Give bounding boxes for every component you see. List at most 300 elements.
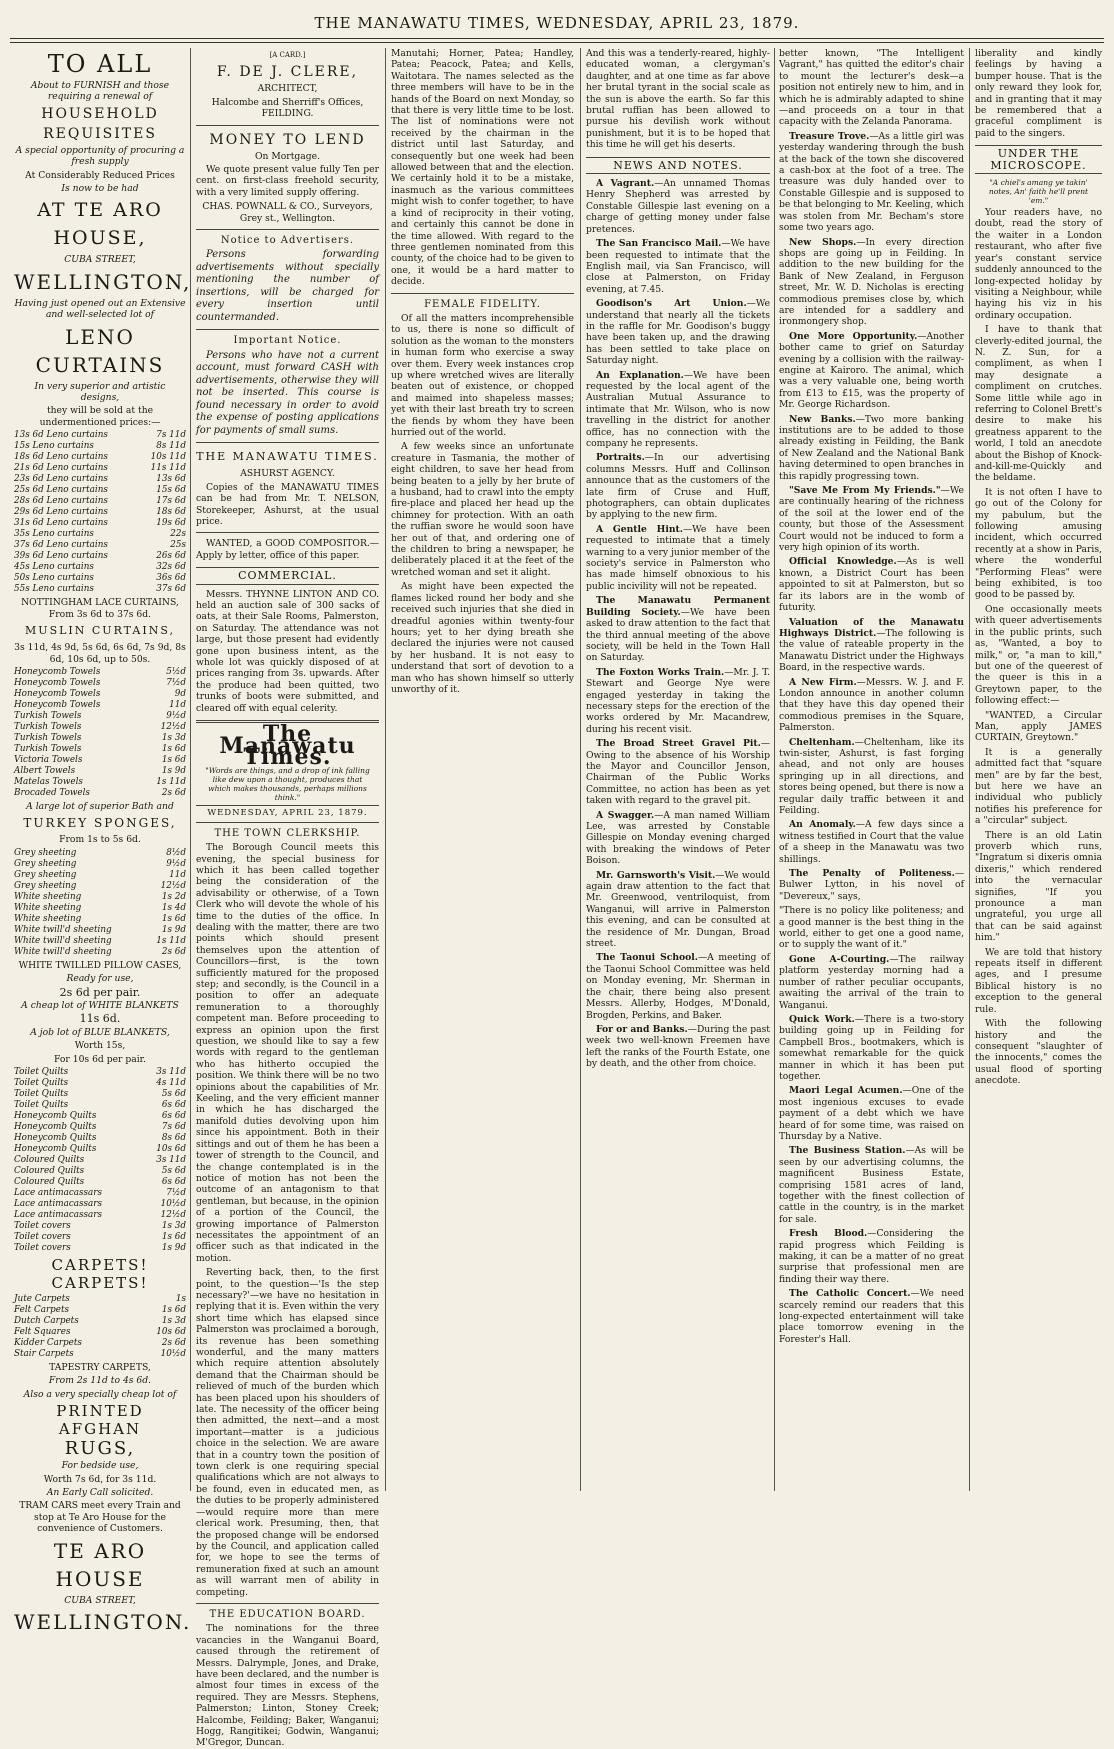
news-item — [586, 178, 770, 235]
price-row — [14, 1349, 186, 1360]
news-item-text: —During the past week two well-known Freemen have left the ranks of the Fourth Estate, one by death, and the other from choice. — [586, 1023, 771, 1070]
news-item-lead: New Shops. — [789, 236, 857, 248]
price-row — [14, 881, 186, 892]
price-row — [14, 689, 186, 700]
price-item: Albert Towels — [14, 765, 76, 776]
news-item — [779, 617, 964, 674]
price-value: 19s 6d — [156, 518, 186, 529]
price-item: 13s 6d Leno curtains — [14, 430, 108, 441]
news-item — [779, 1085, 964, 1142]
price-row — [14, 529, 186, 540]
column-2 — [196, 48, 379, 1749]
news-item-text: —Another bother came to grief on Saturday evening by a collision with the railway-engine at Kairoro. The animal, which was a very valuable one, being worth from £13 to £15, was the property of Mr. George Richardson. — [779, 330, 964, 411]
price-value: 1s 6d — [161, 754, 186, 765]
news-item-lead: One More Opportunity. — [789, 330, 918, 342]
news-item — [779, 131, 964, 234]
microscope-paragraph: One occasionally meets with queer advertisements in the public prints, such as, "Wanted, a boy to milk," or, "a man to kill," but one of the queerest of the queer is this in a Greytown paper, to the following effect:— — [975, 603, 1102, 707]
news-item-lead: The Catholic Concert. — [789, 1288, 911, 1300]
price-item: Toilet covers — [14, 1242, 71, 1253]
price-row — [14, 496, 186, 507]
ad-special: A special opportunity of procuring a fresh supply — [15, 144, 185, 168]
price-row — [14, 848, 186, 859]
price-item: Toilet Quilts — [14, 1088, 69, 1099]
news-item — [779, 905, 964, 951]
news-item-text: —Messrs. W. J. and F. London announce in another column that they have this day opened their commodious premises in the Square, Palmerston. — [779, 676, 964, 734]
price-item: Honeycomb Towels — [14, 666, 101, 677]
price-item: Honeycomb Towels — [14, 688, 101, 699]
news-item — [586, 452, 770, 520]
separator — [196, 329, 379, 330]
price-row — [14, 573, 186, 584]
news-item-lead: The Business Station. — [789, 1145, 906, 1157]
price-row — [14, 914, 186, 925]
price-row — [14, 1199, 186, 1210]
price-value: 1s 3d — [161, 1220, 186, 1231]
education-text: The nominations for the three vacancies in the Wanganui Board, caused through the retirement of Messrs. Dalrymple, Jones, and Drake, have been declared, and the number is almost four times in excess of the required. They are Messrs. Stephens, Palmerston; Linton, Stoney Creek; Halcombe, Feilding; Baker, Wanganui; Hogg, Rangitikei; Godwin, Wanganui; M'Gregor, Duncan. — [196, 1623, 379, 1749]
news-item-lead: Valuation of the Manawatu Highways District. — [779, 616, 964, 639]
ad-also: Also a very specially cheap lot of — [23, 1388, 177, 1400]
news-heading: NEWS AND NOTES. — [586, 157, 770, 174]
agency-name: ASHURST AGENCY. — [240, 468, 335, 480]
price-value: 1s 9d — [161, 924, 186, 935]
important-notice-text: Persons who have not a current account, must forward CASH with advertisements, otherwise they will not be inserted. This course is found necessary in order to avoid the expense of posting applications for payments of small sums. — [196, 349, 379, 436]
price-row — [14, 584, 186, 595]
column-4 — [586, 48, 770, 1493]
education-continued: Manutahi; Horner, Patea; Handley, Patea; Peacock, Patea; and Kells, Waitotara. The names selected as the three members will have to be in the hands of the Board on next Monday, so that there is very little time to be lost. The list of nominations were not received by the chairman in the district until last Saturday, and consequently but one week had been allowed between that and the election. We certainly hold it to be a mistake, inasmuch as the various committees might wish to confer together, to have a kind of reciprocity in their voting, and certainly this cannot be done in the time allowed. With regard to the three gentlemen nominated from this county, of the choice had to be given to one, it would be a hard matter to decide. — [391, 48, 574, 288]
news-item — [779, 737, 964, 817]
masthead-rule-2 — [10, 42, 1104, 43]
news-list — [586, 178, 770, 1069]
ad-turkey: TURKEY SPONGES, — [23, 816, 177, 831]
commercial-heading: COMMERCIAL. — [196, 567, 379, 584]
price-item: Turkish Towels — [14, 721, 82, 732]
price-value: 7½d — [166, 677, 186, 688]
news-item-lead: A Swagger. — [596, 809, 655, 821]
microscope-paragraph: "WANTED, a Circular Man, apply JAMES CURTAIN, Greytown." — [975, 709, 1102, 744]
price-value: 5s 6d — [161, 1088, 186, 1099]
price-item: Turkish Towels — [14, 743, 82, 754]
ad-tapestry: TAPESTRY CARPETS, — [49, 1361, 151, 1373]
price-value: 3s 11d — [156, 1154, 186, 1165]
price-value: 3s 11d — [156, 1066, 186, 1077]
ad-printed: PRINTED AFGHAN — [56, 1402, 144, 1439]
price-row — [14, 1144, 186, 1155]
news-item-lead: The San Francisco Mail. — [596, 238, 722, 250]
news-item-text: —The railway platform yesterday morning had a number of rather peculiar occupants, awaiting the arrival of the train to Wanganui. — [779, 953, 965, 1011]
ad-rugs: RUGS, — [64, 1438, 136, 1460]
te-aro-house-advertisement — [14, 48, 192, 1635]
price-value: 25s — [170, 540, 186, 551]
news-item-lead: An Anomaly. — [789, 819, 856, 831]
price-row — [14, 678, 186, 689]
price-value: 2s 6d — [161, 1337, 186, 1348]
price-value: 1s 9d — [161, 1242, 186, 1253]
price-row — [14, 711, 186, 722]
microscope-paragraph: Your readers have, no doubt, read the story of the waiter in a London restaurant, who after five year's constant service suddenly announced to the long-expected holiday by visiting a Neighbour, while haying his viz in his ordinary occupation. — [975, 207, 1102, 321]
ad-rugs-worth: Worth 7s 6d, for 3s 11d. — [43, 1473, 157, 1485]
news-item — [586, 738, 770, 806]
ad-now-had: Is now to be had — [61, 183, 139, 195]
price-value: 6s 6d — [161, 1099, 186, 1110]
price-value: 1s 11d — [156, 776, 186, 787]
news-item-text: —A man named William Lee, was arrested by Constable Gillespie on Monday evening charged with breaking the windows of Peter Boison. — [586, 809, 770, 867]
price-value: 10s 11d — [150, 452, 186, 463]
news-item-lead: For or and Banks. — [596, 1023, 688, 1035]
price-value: 26s 6d — [156, 551, 186, 562]
news-item-text: —A few days since a witness testified in Court that the value of a sheep in the Manawatu was two shillings. — [779, 819, 964, 865]
news-item-lead: A New Firm. — [789, 676, 857, 688]
news-item-text: —An unnamed Thomas Henry Shepherd was arrested by Constable Gillespie last evening on a charge of getting money under false pretences. — [586, 178, 771, 235]
news-item-lead: Quick Work. — [789, 1013, 855, 1025]
price-item: Lace antimacassars — [14, 1209, 103, 1220]
price-item: Jute Carpets — [14, 1293, 70, 1304]
price-value: 5s 6d — [161, 1165, 186, 1176]
ad-tram: TRAM CARS meet every Train and stop at Te Aro House for the convenience of Customers. — [19, 1500, 181, 1535]
price-item: Kidder Carpets — [14, 1337, 82, 1348]
price-value: 12½d — [160, 721, 186, 732]
price-item: 50s Leno curtains — [14, 573, 94, 584]
price-value: 1s 6d — [161, 913, 186, 924]
news-item — [779, 954, 964, 1011]
ad-street-2: CUBA STREET, — [64, 1594, 136, 1606]
news-item — [586, 595, 770, 663]
news-item — [779, 485, 964, 553]
price-value: 32s 6d — [156, 562, 186, 573]
news-item-text: —As is well known, a District Court has been appointed to sit at Palmerston, but so far its labors are in the womb of futurity. — [779, 556, 964, 614]
microscope-paragraph: There is an old Latin proverb which runs, "Ingratum si dixeris omnia dixeris," which rendered into the vernacular signifies, "If you pronounce a man ungrateful, you urge all that can be said against him." — [975, 829, 1102, 944]
price-value: 1s 3d — [161, 1315, 186, 1326]
price-row — [14, 859, 186, 870]
price-item: Lace antimacassars — [14, 1198, 103, 1209]
price-value: 7s 6d — [161, 1121, 186, 1132]
news-item-lead: The Broad Street Gravel Pit. — [596, 738, 761, 750]
agency-title: THE MANAWATU TIMES. — [196, 450, 379, 464]
price-row — [14, 1316, 186, 1327]
news-list — [779, 48, 964, 902]
news-item — [586, 810, 770, 867]
ad-blankets: A cheap lot of WHITE BLANKETS — [21, 999, 179, 1011]
price-item: White twill'd sheeting — [14, 935, 112, 946]
towel-price-list — [14, 667, 186, 799]
column-divider — [190, 48, 191, 1491]
price-item: Grey sheeting — [14, 847, 77, 858]
ad-pillow: WHITE TWILLED PILLOW CASES, — [18, 959, 182, 971]
news-item-text: —We would again draw attention to the fact that Mr. Greenwood, ventriloquist, from Wanganui, will arrive in Palmerston this evening, and can be consulted at the residence of Mr. Dungan, Broad street. — [586, 869, 770, 950]
fidelity-paragraph: Of all the matters incomprehensible to us, there is none so difficult of solution as the woman to the monsters in human form who exercise a sway over them. Every week instances crop up where wretched wives are literally beaten out of existence, or chopped and maimed into shapeless masses; yet with their last breath try to screen the fiends by whom they have been hurried out of the world. — [391, 312, 574, 438]
masthead: THE MANAWATU TIMES, WEDNESDAY, APRIL 23, 1879. — [314, 14, 800, 32]
price-item: 18s 6d Leno curtains — [14, 452, 108, 463]
price-item: 45s Leno curtains — [14, 562, 94, 573]
price-row — [14, 1100, 186, 1111]
ad-intro: About to FURNISH and those requiring a renewal of — [30, 80, 170, 103]
clere-offices: Halcombe and Sherriff's Offices, FEILDING. — [211, 96, 364, 120]
news-item — [779, 868, 964, 902]
column-3 — [391, 48, 574, 1493]
price-value: 12½d — [160, 1209, 186, 1220]
price-item: 29s 6d Leno curtains — [14, 507, 108, 518]
price-value: 13s 6d — [156, 474, 186, 485]
price-value: 8½d — [166, 847, 186, 858]
news-item-text: —In our advertising columns Messrs. Huff and Collinson announce that as the customers of the late firm of Cruse and Huff, photographers, can obtain duplicates by applying to the new firm. — [586, 452, 770, 521]
price-item: Toilet Quilts — [14, 1099, 69, 1110]
money-text: We quote present value fully Ten per cent. on first-class freehold security, with a very limited supply offering. — [196, 164, 379, 198]
ad-leno-sub: In very superior and artistic designs, — [34, 380, 166, 404]
price-item: Brocaded Towels — [14, 787, 90, 798]
ad-reduced: At Considerably Reduced Prices — [25, 169, 175, 181]
price-value: 8s 6d — [161, 1132, 186, 1143]
price-value: 17s 6d — [156, 496, 186, 507]
price-value: 11d — [169, 699, 186, 710]
price-item: Felt Carpets — [14, 1304, 70, 1315]
masthead-rule — [10, 38, 1104, 39]
ad-requisites: REQUISITES — [43, 125, 157, 142]
news-item — [586, 667, 770, 735]
price-value: 1s 3d — [161, 732, 186, 743]
price-row — [14, 430, 186, 441]
news-item-lead: Portraits. — [596, 452, 645, 464]
price-row — [14, 551, 186, 562]
price-row — [14, 562, 186, 573]
news-item-lead: A Vagrant. — [596, 178, 655, 190]
fidelity-paragraph: As might have been expected the flames licked round her body and she received such injuries that she died in dreadful agonies within twenty-four hours; yet to her dying breath she declared the injuries were not caused by her husband. It is not easy to understand that sort of devotion to a man who has shown himself so utterly unworthy of it. — [391, 581, 574, 695]
price-value: 1s 2d — [161, 891, 186, 902]
news-item-text: —As a little girl was yesterday wandering through the bush at the back of the town she discovered a cash-box at the foot of a tree. The treasure was duly handed over to Constable Gillespie and is supposed to be that belonging to Mr. Keeling, which was stolen from Mr. Becham's store some two years ago. — [779, 130, 964, 234]
news-item-lead: The Manawatu Permanent Building Society. — [586, 595, 770, 618]
news-item-text: —Mr. J. T. Stewart and George Nye were engaged yesterday in taking the necessary steps for the erection of the works ordered by Mr. Macandrew, during his recent visit. — [586, 666, 770, 735]
ad-house-name-2: TE ARO HOUSE — [53, 1538, 147, 1591]
price-item: Grey sheeting — [14, 880, 77, 891]
ad-muslin-prices: 3s 11d, 4s 9d, 5s 6d, 6s 6d, 7s 9d, 8s 6d, 10s 6d, up to 50s. — [14, 642, 186, 665]
price-row — [14, 1327, 186, 1338]
ad-blankets-price: 11s 6d. — [79, 1012, 121, 1026]
paper-motto: "Words are things, and a drop of ink falling like dew upon a thought, produces that which makes thousands, perhaps millions think." — [205, 766, 370, 803]
clerkship-paragraph: Reverting back, then, to the first point, to the question—'Is the step necessary?'—we have no hesitation in replying that it is. Even within the very short time which has elapsed since Palmerston was proclaimed a borough, its revenue has been something wonderful, and the many matters which require attention absolutely demand that the Chairman should be relieved of much of the burden which has been placed upon his shoulders of late. The necessity of the officer being then admitted, the next—and a most important—matter is a judicious choice in the selection. We are aware that in a country town the position of town clerk is one requiring special qualifications which are not always to be found, even in educated men, as the duties to be properly administered—would require more than mere clerical work. Presuming, then, that the proposed change will be endorsed by the Council, and application called for, we hope to see the terms of remuneration fixed at such an amount as will warrant men of ability in competing. — [196, 1267, 379, 1598]
news-list — [779, 905, 964, 1345]
price-row — [14, 1294, 186, 1305]
price-item: 37s 6d Leno curtains — [14, 540, 108, 551]
price-row — [14, 903, 186, 914]
price-value: 11s 11d — [150, 463, 186, 474]
news-item — [779, 819, 964, 865]
notice-advertisers-heading: Notice to Advertisers. — [220, 235, 355, 247]
price-item: 35s Leno curtains — [14, 529, 94, 540]
news-item-text: —Cheltenham, like its twin-sister, Ashurst, is fast forging ahead, and not only are houses springing up in all directions, and stores being opened, but there is now a regular daily traffic between it and Feilding. — [779, 736, 964, 816]
ad-turkey-from: From 1s to 5s 6d. — [59, 834, 141, 846]
price-value: 1s 6d — [161, 1304, 186, 1315]
news-item — [586, 1024, 770, 1070]
ad-household: HOUSEHOLD — [41, 105, 159, 122]
ad-city: WELLINGTON, — [14, 269, 192, 294]
news-item — [779, 331, 964, 411]
news-item-lead: The Foxton Works Train. — [596, 666, 725, 678]
news-item — [779, 414, 964, 482]
price-value: 10½d — [160, 1348, 186, 1359]
price-row — [14, 485, 186, 496]
news-item-lead: The Penalty of Politeness. — [789, 868, 955, 880]
ad-nottingham: NOTTINGHAM LACE CURTAINS, From 3s 6d to 37s 6d. — [21, 597, 179, 620]
price-row — [14, 1111, 186, 1122]
price-row — [14, 700, 186, 711]
ad-leno-curtains: LENO CURTAINS — [35, 324, 165, 377]
price-row — [14, 1221, 186, 1232]
ad-blue-for: For 10s 6d per pair. — [54, 1053, 146, 1065]
price-value: 8s 11d — [156, 441, 186, 452]
money-mortgage: On Mortgage. — [255, 150, 320, 162]
price-value: 2s 6d — [161, 946, 186, 957]
news-item-text: —Owing to the absence of his Worship the Mayor and Councillor Jenson, Chairman of the Public Works Committee, no action has been as yet taken with regard to the gravel pit. — [586, 738, 770, 807]
price-item: Honeycomb Quilts — [14, 1110, 97, 1121]
price-value: 12½d — [160, 880, 186, 891]
price-item: Honeycomb Quilts — [14, 1132, 97, 1143]
news-item-text: —A meeting of the Taonui School Committee was held on Monday evening, Mr. Sherman in the chair, there being also present Messrs. Allerby, Hodges, M'Donald, Brogden, Perkins, and Baker. — [586, 952, 770, 1021]
news-item-text: "There is no policy like politeness; and a good manner is the best thing in the world, either to get one a good name, or to supply the want of it." — [779, 905, 964, 951]
sheeting-price-list — [14, 848, 186, 958]
price-row — [14, 936, 186, 947]
news-item-lead: A Gentle Hint. — [596, 523, 683, 535]
paper-title: The Manawatu Times. — [219, 721, 356, 770]
fidelity-heading: FEMALE FIDELITY. — [424, 298, 541, 310]
price-item: Turkish Towels — [14, 710, 82, 721]
dateline: WEDNESDAY, APRIL 23, 1879. — [196, 805, 379, 822]
ad-street: CUBA STREET, — [64, 254, 136, 266]
news-item-text: —We understand that nearly all the tickets in the raffle for Mr. Goodison's buggy have been taken up, and the drawing has been settled to take place on Saturday night. — [586, 298, 770, 367]
price-value: 1s 11d — [156, 935, 186, 946]
price-value: 5½d — [166, 666, 186, 677]
price-value: 11d — [169, 869, 186, 880]
price-row — [14, 1166, 186, 1177]
price-item: 21s 6d Leno curtains — [14, 463, 108, 474]
news-item-lead: Goodison's Art Union. — [596, 298, 747, 310]
news-item-text: —We have been asked to draw attention to the fact that the third annual meeting of the above society, will be held in the Town Hall on Saturday. — [586, 606, 771, 664]
ad-rugs-for: For bedside use, — [61, 1460, 139, 1472]
price-item: 25s 6d Leno curtains — [14, 485, 108, 496]
ad-house-name: AT TE ARO HOUSE, — [37, 199, 163, 250]
news-item — [586, 952, 770, 1020]
price-value: 6s 6d — [161, 1110, 186, 1121]
separator — [391, 293, 574, 294]
news-item-text: —We need scarcely remind our readers that this long-expected entertainment will take place tomorrow evening in the Forester's Hall. — [779, 1288, 964, 1345]
news-item — [586, 298, 770, 366]
price-row — [14, 722, 186, 733]
price-value: 18s 6d — [156, 507, 186, 518]
column-6 — [975, 48, 1102, 1493]
price-row — [14, 777, 186, 788]
news-item-text: —We have been requested by the local agent of the Australian Mutual Assurance to intimate that Mr. Wilson, who is now travelling in the district for another office, has no connection with the company he represents. — [586, 369, 770, 449]
news-item — [779, 1014, 964, 1082]
fidelity-paragraph: A few weeks since an unfortunate creature in Tasmania, the mother of eight children, to save her head from being beaten to a jelly by her brute of a husband, had to crawl into the empty fire-place and placed her head up the chimney for protection. With an oath the ruffian swore he would soon have her out of that, and ordering one of the children to bring a newspaper, he deliberately placed it at the feet of the wretched woman and set it alight. — [391, 441, 574, 578]
price-item: Toilet Quilts — [14, 1077, 69, 1088]
price-row — [14, 744, 186, 755]
price-value: 7s 11d — [156, 430, 186, 441]
price-row — [14, 1155, 186, 1166]
microscope-quote: "A chiel's amang ye takin' notes, An' faith he'll prent 'em." — [988, 178, 1089, 206]
price-value: 10½d — [160, 1198, 186, 1209]
price-row — [14, 755, 186, 766]
price-row — [14, 452, 186, 463]
price-row — [14, 1067, 186, 1078]
news-item-lead: Treasure Trove. — [789, 130, 870, 142]
price-row — [14, 1243, 186, 1254]
price-row — [14, 1078, 186, 1089]
news-item — [779, 1288, 964, 1345]
news-item-lead: New Banks. — [789, 413, 856, 425]
column-divider — [774, 48, 775, 1491]
separator — [196, 229, 379, 230]
price-item: 31s 6d Leno curtains — [14, 518, 108, 529]
column-divider — [969, 48, 970, 1491]
price-value: 1s 9d — [161, 765, 186, 776]
news-item-lead: Cheltenham. — [789, 736, 855, 748]
price-row — [14, 441, 186, 452]
price-item: Toilet covers — [14, 1231, 71, 1242]
price-item: White sheeting — [14, 891, 82, 902]
ad-opened: Having just opened out an Extensive and well-selected lot of — [14, 297, 186, 321]
news-item-lead: Fresh Blood. — [789, 1228, 868, 1240]
ad-early: An Early Call solicited. — [46, 1487, 154, 1498]
price-row — [14, 1232, 186, 1243]
column-divider — [385, 48, 386, 1491]
price-item: Honeycomb Quilts — [14, 1121, 97, 1132]
news-item — [586, 870, 770, 950]
column-5 — [779, 48, 964, 1493]
price-item: Dutch Carpets — [14, 1315, 79, 1326]
microscope-paragraph: With the following history and the consequent "slaughter of the innocents," comes the usual flood of sporting anecdote. — [975, 1018, 1102, 1087]
price-row — [14, 1177, 186, 1188]
ad-bath: A large lot of superior Bath and — [26, 800, 174, 812]
price-item: White sheeting — [14, 902, 82, 913]
price-row — [14, 766, 186, 777]
price-row — [14, 892, 186, 903]
price-item: White sheeting — [14, 913, 82, 924]
news-item-lead: Mr. Garnsworth's Visit. — [596, 869, 716, 881]
price-row — [14, 1089, 186, 1100]
price-row — [14, 474, 186, 485]
ad-tapestry-from: From 2s 11d to 4s 6d. — [48, 1375, 152, 1387]
news-item — [586, 524, 770, 592]
price-item: Victoria Towels — [14, 754, 83, 765]
price-value: 1s 6d — [161, 743, 186, 754]
price-item: White twill'd sheeting — [14, 924, 112, 935]
price-item: Grey sheeting — [14, 858, 77, 869]
microscope-paragraph: It is not often I have to go out of the Colony for my pabulum, but the following amusing incident, which occurred recently at a show in Paris, where the wonderful "Performing Fleas" were being exhibited, is too good to be passed by. — [975, 486, 1102, 601]
separator — [196, 532, 379, 533]
ad-headline: TO ALL — [47, 50, 153, 78]
news-item — [779, 556, 964, 613]
price-row — [14, 518, 186, 529]
concert-continued: liberality and kindly feelings by having a bumper house. That is the only reward they look for, and in granting that it may be remembered that a graceful compliment is paid to the singers. — [975, 48, 1102, 139]
microscope-paragraph: I have to thank that cleverly-edited journal, the N. Z. Sun, for a compliment, as when I may designate a compliment on crutches. Some little while ago in referring to Colonel Brett's desire to make his greatness apparent to the world, I told an anecdote about the Bishop of Knock-and-kill-me-Quickly and the beldame. — [975, 324, 1102, 484]
commercial-text: Messrs. THYNNE LINTON AND CO. held an auction sale of 300 sacks of oats, at their Sale Rooms, Palmerston, on Saturday. The attendance was not large, but those present had evidently gone upon business intent, as the whole lot was quickly disposed of at prices ranging from 3s. upwards. After the produce had been quitted, two trunks of boots were submitted, and cleared off with equal celerity. — [196, 588, 379, 714]
news-item — [779, 48, 964, 128]
clere-architect: ARCHITECT, — [257, 83, 318, 95]
price-row — [14, 1210, 186, 1221]
price-value: 1s — [175, 1293, 186, 1304]
column-divider — [580, 48, 581, 1491]
price-item: Coloured Quilts — [14, 1176, 85, 1187]
price-value: 1s 4d — [161, 902, 186, 913]
price-row — [14, 667, 186, 678]
ad-city-2: WELLINGTON. — [14, 1610, 192, 1635]
news-item-text: —As will be seen by our advertising columns, the magnificent Business Estate, comprising 1581 acres of land, together with the finest collection of cattle in the country, is in the market for sale. — [779, 1145, 964, 1225]
price-value: 22s — [170, 529, 186, 540]
news-item-lead: An Explanation. — [596, 369, 684, 381]
news-item — [586, 370, 770, 450]
price-item: 55s Leno curtains — [14, 584, 94, 595]
price-item: 28s 6d Leno curtains — [14, 496, 108, 507]
price-value: 7½d — [166, 1187, 186, 1198]
price-item: Turkish Towels — [14, 732, 82, 743]
news-item-lead: Official Knowledge. — [789, 556, 897, 568]
